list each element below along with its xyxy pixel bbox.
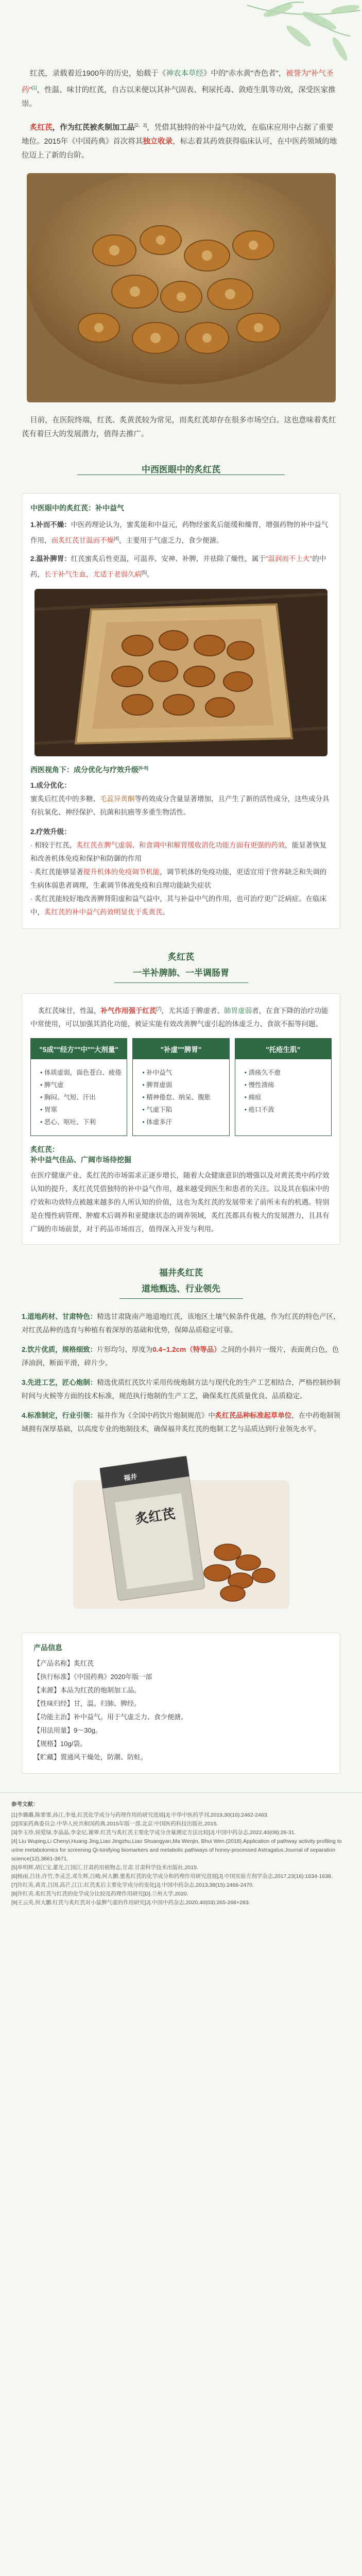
product-info-row: 【来源】本品为红芪的炮制加工品。 xyxy=(33,1686,141,1694)
product-info-list xyxy=(33,1657,329,1764)
product-info-card xyxy=(22,1633,340,1774)
intro-paragraph-3: 目前，在医院终端，红芪、炙黄芪较为常见，而炙红芪却存在很多市场空白。这也意味着炙红芪有着巨大的发展潜力，值得去推广。 xyxy=(22,416,336,438)
section3-title: 福井炙红芪 xyxy=(159,1268,203,1278)
reference-item: [7]许红英,黄青,吕国,高芒,江江.红芪炙后主要化学成分的变化[J].中国中药杂志,2013,38(15):2466-2470. xyxy=(11,1882,254,1889)
western-sub1-body: 蜜炙后红芪中的多糖、毛蕊异黄酮等药效成分含量显著增加，且产生了新的活性成分，这些成分具有抗氧化、神经保护、抗菌和抗癌等多重生物活性。 xyxy=(30,794,330,816)
section2-subtitle: 一半补脾肺、一半调肠胃 xyxy=(133,968,229,978)
section3-header xyxy=(0,1265,362,1299)
reference-item: [8]许红英.炙红芪与红芪的化学成分比较及药理作用研究[D].兰州大学,2020. xyxy=(11,1891,188,1897)
section1-header xyxy=(0,462,362,488)
indication-col-3: "托疮生肌" • 溃疡久不愈 • 慢性溃疡 • 痈疽 • 疮口不敛 xyxy=(235,1038,332,1136)
section3-subtitle: 道地甄选、行业领先 xyxy=(142,1284,220,1294)
leaf-decoration-icon xyxy=(216,0,362,62)
intro-paragraph-2: 炙红芪，作为红芪被炙制加工品[2、3]，凭借其独特的补中益气功效，在临床应用中占据了重要地位。2015年《中国药典》首次将其独立收录，标志着其药效获得临床认可，在中医药领域的地位迈上了新的台阶。 xyxy=(22,122,337,160)
western-sub2-title: 2.疗效升级： xyxy=(30,827,71,836)
herb-basket-photo xyxy=(27,173,336,402)
market-subtitle: 补中益气佳品、广阔市场待挖掘 xyxy=(30,1156,131,1164)
herb-tray-photo xyxy=(35,589,327,756)
product-info-row: 【规格】10g/袋。 xyxy=(33,1740,87,1748)
section1-title: 中西医眼中的炙红芪 xyxy=(133,465,229,474)
tcm-item-1: 1.补而不燥：中医药理论认为，蜜炙能和中益元，药物经蜜炙后能缓和燥胃，增强药物的补中益气作用，而炙红芪甘温而不燥[4]，主要用于气虚乏力，食少便溏。 xyxy=(30,520,329,545)
market-title: 炙红芪： xyxy=(30,1145,59,1154)
western-sub2-line1: · 相较于红芪，炙红芪在脾气虚弱、和食调中和解胃缓收消化功能方面有更强的药效，能显著恢复和改善机体免疫和保护和防御的作用 xyxy=(30,841,327,862)
indication-table xyxy=(30,1038,332,1136)
indication-col-1: "5成""经方""中""大剂量" • 体质虚弱，面色苍白、疲倦 • 脾气虚 • 胸闷、气短、汗出 • 胃寒 • 恶心、呕吐、下利 xyxy=(30,1038,127,1136)
product-info-row: 【功能主治】补中益气。用于气虚乏力、食少便溏。 xyxy=(33,1713,188,1721)
western-sub2-line2: · 炙红芪能够显著提升机体的免疫调节机能，调节机体的免疫功能，更适宜用于营养缺乏和失调的生病体弱患者调理，生素调节体液免疫和自理功能缺失症状 xyxy=(30,868,327,889)
section2-title: 炙红芪 xyxy=(168,952,194,962)
feature-3: 3.先进工艺，匠心炮制：精选优质红芪饮片采用传统炮制方法与现代化的生产工艺相结合，严格控制炒制时间与火候等方面的技术标准，规范执行炮制的生产工艺，确保炙红芪质量优良、品质稳定。 xyxy=(22,1379,340,1400)
western-sub1-title: 1.成分优化： xyxy=(30,781,71,789)
reference-item: [3]李玉珍,侯爱绿,李晶晶,李金尼,谢翠.红芪与炙红芪主要化学成分含量测定方法比较[J].中国中药杂志,2022,40(08):26-31. xyxy=(11,1829,296,1836)
features-list xyxy=(22,1310,340,1436)
product-brand-label: 福井 xyxy=(123,1472,137,1482)
section1-card xyxy=(22,493,340,929)
tcm-item-2: 2.温补脾胃：红芪蜜炙后性更温，可温养、安神、补脾，并祛除了燥性，属于"温润而不上火"的中药，长于补气生血，尤适于老弱久病[5]。 xyxy=(30,555,326,579)
intro-paragraph-1: 红芪，录载着近1900年的历史，始载于《神农本草经》中的"赤水黄"杏色者"，被誉为"补气圣药"[1]，性温、味甘的红芪，自古以来便以其补气固表、利尿托毒、敛疮生肌等功效，深受医家推崇。 xyxy=(22,70,336,108)
feature-4: 4.标准制定，行业引领：福井作为《全国中药饮片炮制规范》中炙红芪品种标准起草单位，在中药炮制领域拥有深厚基础，以高度专业的炮制技术，确保福井炙红芪的炮制工艺与品质达到行业领先水平。 xyxy=(22,1412,340,1433)
references-title: 参考文献： xyxy=(11,1801,39,1808)
classic-text-link[interactable]: 神农本草经 xyxy=(166,70,203,78)
feature-1: 1.道地药材、甘肃特色：精选甘肃陇南产地道地红芪，该地区土壤气候条件优越，作为红芪的特色产区，对红芪品种的选育与种植有着深厚的基础和优势，保障品质稳定可靠。 xyxy=(22,1313,340,1334)
reference-item: [2]国家药典委员会.中华人民共和国药典.2015年版一部.北京:中国医药科技出版社,2015. xyxy=(11,1821,218,1827)
product-photo xyxy=(63,1449,300,1619)
reference-item: [4] Liu Wuping,Li Chenyi,Huang Jing,Liao Jingzhu,Liao Shuangyan,Ma Wenjin, Bhui Wen.(2018).Application of pathway activity profiling to urine metabolomics for screening Qi-tonifying biomarkers and metabolic pathways of honey-processed Astragalus.Journal of separation science(12),3661-3671. xyxy=(11,1838,342,1862)
reference-item: [5]单明辉,胡江宝,董光,江国江,甘肃药用植物志,甘肃.甘肃科学技术出版社,2015. xyxy=(11,1865,198,1871)
indication-col-2: "补虚""脾胃" • 补中益气 • 脾胃虚弱 • 精神倦怠、纳呆、腹胀 • 气虚下陷 • 体虚多汗 xyxy=(132,1038,229,1136)
western-sub2-line3: · 炙红芪能较好地改善脾肾阳虚和益气益中，其与补益中气的作用，也可治疗更广泛病症。在临床中，炙红芪的补中益气药效明显优于炙黄芪。 xyxy=(30,894,327,916)
product-info-row: 【贮藏】置通风干燥处，防潮、防蛀。 xyxy=(33,1753,148,1761)
reference-item: [6]杨雨,吕佳,许竹,李灵芝,邓生辉,吕峻,何大鹏.蜜炙红芪的化学成分和药理作用研究进展[J].中国实验方剂学杂志,2017,23(16):1634-1638. xyxy=(11,1873,333,1880)
product-info-row: 【用法用量】9～30g。 xyxy=(33,1726,102,1735)
product-info-row: 【性味归经】甘，温。归肺、脾经。 xyxy=(33,1700,141,1708)
market-paragraph: 在医疗健康产业、炙红芪的市场需求正逐步增长，随着大众健康意识的增强以及对黄芪类中药疗效认知的提升，炙红芪凭借独特的补中益气作用，越来越受到医生和患者的关注。以及其在临床中的疗效和功效特点被越来越多的人所认知的价值，这也为炙红芪的发展带来了前所未有的机遇。特别是在慢性病管理、肿瘤术后调养和亚健康状态的调养领域，炙红芪都具有极大的发展潜力，且具有广阔的市场前景，对于药品市场而言，值得深入开发与利用。 xyxy=(30,1172,330,1233)
section2-card xyxy=(22,993,340,1245)
feature-2: 2.饮片优质，规格细致：片形均匀、厚度为0.4~1.2cm（特等品）之间的小斜片一级片，表面黄白色，色泽油润，断面平滑，碎片少。 xyxy=(22,1346,339,1367)
western-view-heading: 西医视角下：成分优化与疗效升级[6-8] xyxy=(30,765,149,774)
product-info-title: 产品信息 xyxy=(33,1643,62,1652)
product-name-label: 炙红芪 xyxy=(134,1505,176,1527)
product-info-row: 【执行标准】《中国药典》2020年版一部 xyxy=(33,1673,152,1681)
section2-header xyxy=(0,950,362,983)
references-section xyxy=(0,1792,362,1907)
spleen-stomach-link[interactable]: 肺胃虚弱 xyxy=(224,1007,252,1015)
reference-item: [9]王云英,何大鹏.红芪与炙红芪对小鼠脾气虚的作用研究[J].中国中药杂志,2020,40(03):265-268+283. xyxy=(11,1900,250,1906)
reference-item: [1]李璐璐,陈霏霏,孙江,李曼,红芪化学成分与药理作用的研究进展[J].中华中医药学刊,2019,30(10):2462-2463. xyxy=(11,1812,269,1819)
tcm-view-heading: 中医眼中的炙红芪：补中益气 xyxy=(30,503,124,512)
section2-paragraph: 炙红芪味甘，性温，补气作用强于红芪[7]，尤其适于脾虚者、肺胃虚弱者，在食下降的治疗功能中常使用，可以加强其消化功能，被证实能有效改善脾气虚引起的体虚乏力、食欲不振等问题。 xyxy=(30,1006,329,1028)
product-info-row: 【产品名称】炙红芪 xyxy=(33,1659,94,1668)
